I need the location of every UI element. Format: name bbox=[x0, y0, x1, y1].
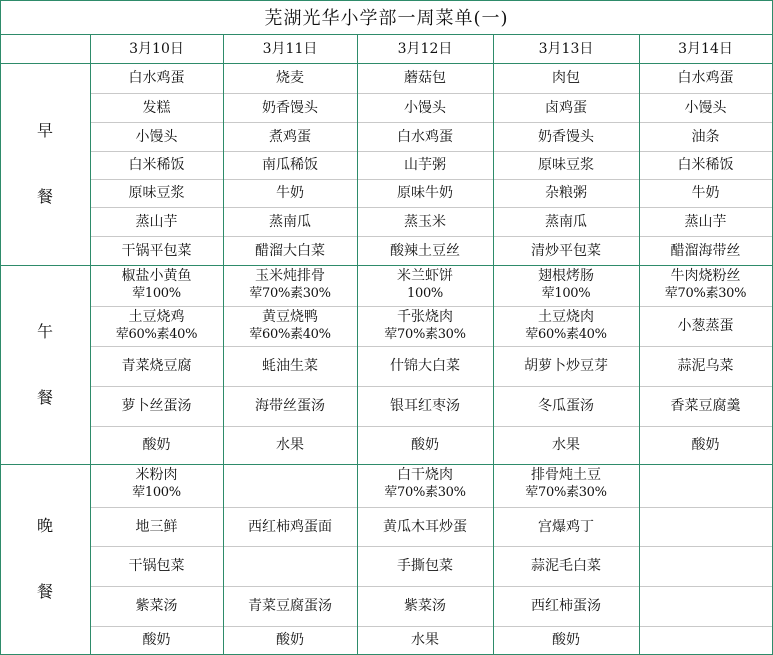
menu-item bbox=[493, 426, 639, 464]
dish-name: 香菜豆腐羹 bbox=[670, 398, 741, 414]
dish-name: 酸奶 bbox=[691, 437, 720, 453]
dish-name: 千张烧肉 bbox=[397, 309, 453, 325]
menu-item bbox=[90, 464, 223, 507]
menu-item: 小馒头 bbox=[404, 99, 446, 116]
menu-item: 蒸玉米 bbox=[404, 213, 446, 230]
dish-name: 牛肉烧粉丝 bbox=[670, 268, 741, 284]
dish-ratio: 荤70%素30% bbox=[249, 286, 331, 301]
dish-name: 酸奶 bbox=[276, 632, 304, 648]
menu-item: 醋溜大白菜 bbox=[255, 242, 325, 259]
dish-name: 蒜泥乌菜 bbox=[677, 358, 734, 374]
menu-item bbox=[639, 346, 772, 386]
menu-item bbox=[639, 626, 772, 654]
dish-name: 手撕包菜 bbox=[397, 558, 453, 574]
menu-item: 烧麦 bbox=[276, 70, 304, 86]
menu-item: 原味豆浆 bbox=[128, 185, 185, 201]
menu-item: 发糕 bbox=[142, 99, 171, 116]
menu-item bbox=[90, 626, 223, 654]
menu-item: 醋溜海带丝 bbox=[670, 242, 741, 259]
menu-item bbox=[90, 306, 223, 346]
menu-item bbox=[493, 306, 639, 346]
menu-item bbox=[493, 346, 639, 386]
menu-item bbox=[493, 464, 639, 507]
dish-name: 酸奶 bbox=[142, 632, 171, 648]
dish-name: 椒盐小黄鱼 bbox=[121, 268, 192, 284]
menu-item bbox=[90, 346, 223, 386]
dish-name: 什锦大白菜 bbox=[390, 358, 460, 374]
menu-item bbox=[639, 546, 772, 586]
menu-item bbox=[639, 586, 772, 626]
dish-name: 胡萝卜炒豆芽 bbox=[524, 358, 608, 374]
menu-item bbox=[639, 507, 772, 546]
menu-item: 奶香馒头 bbox=[262, 99, 318, 116]
dish-name: 酸奶 bbox=[411, 437, 439, 453]
menu-item: 蒸山芋 bbox=[135, 213, 178, 230]
menu-item bbox=[493, 507, 639, 546]
dish-name: 玉米炖排骨 bbox=[255, 268, 325, 284]
menu-item bbox=[357, 386, 493, 426]
menu-item bbox=[90, 507, 223, 546]
dish-name: 青菜豆腐蛋汤 bbox=[248, 598, 332, 614]
menu-item: 小馒头 bbox=[684, 99, 727, 116]
menu-item bbox=[90, 546, 223, 586]
dish-name: 酸奶 bbox=[142, 437, 171, 453]
menu-item bbox=[357, 346, 493, 386]
dish-ratio: 荤70%素30% bbox=[525, 485, 607, 500]
dish-name: 土豆烧肉 bbox=[538, 309, 594, 325]
menu-item bbox=[639, 265, 772, 306]
dish-name: 萝卜丝蛋汤 bbox=[121, 398, 192, 414]
menu-item: 白水鸡蛋 bbox=[128, 70, 185, 86]
menu-item bbox=[90, 265, 223, 306]
date-header: 3月12日 bbox=[397, 40, 453, 57]
menu-item: 蘑菇包 bbox=[404, 70, 446, 86]
menu-item: 白米稀饭 bbox=[677, 157, 734, 173]
dish-name: 土豆烧鸡 bbox=[128, 309, 185, 325]
menu-item bbox=[223, 265, 357, 306]
menu-item: 肉包 bbox=[552, 70, 580, 86]
menu-item bbox=[357, 507, 493, 546]
lunch-label-char: 餐 bbox=[36, 387, 53, 407]
dish-name: 宫爆鸡丁 bbox=[538, 518, 594, 535]
breakfast-label-char: 餐 bbox=[36, 187, 53, 206]
menu-item bbox=[357, 464, 493, 507]
menu-item: 酸辣土豆丝 bbox=[390, 242, 460, 259]
menu-item bbox=[90, 386, 223, 426]
dish-name: 地三鲜 bbox=[135, 518, 178, 535]
date-header: 3月11日 bbox=[262, 40, 318, 57]
dinner-label bbox=[0, 464, 90, 654]
menu-item bbox=[639, 464, 772, 507]
lunch-label bbox=[0, 265, 90, 464]
menu-item bbox=[223, 306, 357, 346]
dish-ratio: 荤70%素30% bbox=[384, 485, 466, 500]
menu-item: 蒸山芋 bbox=[684, 213, 727, 230]
dish-name: 排骨炖土豆 bbox=[531, 467, 601, 483]
menu-item bbox=[223, 546, 357, 586]
menu-item: 牛奶 bbox=[276, 185, 304, 201]
dish-name: 银耳红枣汤 bbox=[390, 398, 460, 414]
dish-name: 紫菜汤 bbox=[404, 598, 446, 614]
menu-item: 牛奶 bbox=[691, 185, 720, 201]
menu-item: 白水鸡蛋 bbox=[397, 128, 453, 145]
dish-name: 黄豆烧鸭 bbox=[262, 309, 318, 325]
dish-name: 蚝油生菜 bbox=[262, 358, 318, 374]
menu-item: 白米稀饭 bbox=[128, 157, 185, 173]
breakfast-label-char: 早 bbox=[36, 121, 53, 140]
dish-name: 小葱蒸蛋 bbox=[677, 318, 734, 334]
dish-name: 冬瓜蛋汤 bbox=[538, 398, 594, 414]
dish-name: 青菜烧豆腐 bbox=[121, 358, 192, 374]
dinner-label-char: 晚 bbox=[36, 516, 53, 535]
menu-item: 干锅平包菜 bbox=[121, 242, 192, 259]
dish-name: 西红柿蛋汤 bbox=[531, 598, 601, 614]
menu-item: 山芋粥 bbox=[404, 157, 446, 173]
menu-item bbox=[493, 626, 639, 654]
lunch-label-char: 午 bbox=[36, 321, 53, 341]
menu-item bbox=[223, 386, 357, 426]
menu-item bbox=[639, 306, 772, 346]
menu-item: 原味牛奶 bbox=[397, 185, 453, 201]
menu-item: 小馒头 bbox=[135, 128, 178, 145]
dish-name: 米兰虾饼 bbox=[397, 268, 453, 284]
date-header: 3月10日 bbox=[129, 40, 184, 57]
dish-name: 米粉肉 bbox=[135, 467, 178, 483]
menu-item bbox=[493, 265, 639, 306]
menu-item: 油条 bbox=[691, 128, 720, 145]
dish-name: 蒜泥毛白菜 bbox=[531, 558, 601, 574]
dish-name: 紫菜汤 bbox=[135, 598, 178, 614]
menu-item bbox=[639, 386, 772, 426]
menu-item bbox=[357, 546, 493, 586]
menu-title: 芜湖光华小学部一周菜单(一) bbox=[264, 8, 509, 29]
menu-item bbox=[223, 464, 357, 507]
dish-ratio: 荤100% bbox=[132, 485, 181, 500]
menu-item bbox=[357, 586, 493, 626]
menu-item bbox=[223, 426, 357, 464]
menu-item: 煮鸡蛋 bbox=[269, 128, 311, 145]
menu-item bbox=[493, 386, 639, 426]
dish-ratio: 荤70%素30% bbox=[664, 286, 747, 301]
dish-ratio: 荤100% bbox=[541, 286, 591, 301]
menu-item bbox=[223, 507, 357, 546]
menu-item bbox=[639, 426, 772, 464]
dish-name: 水果 bbox=[552, 437, 580, 453]
menu-item bbox=[223, 346, 357, 386]
dish-ratio: 100% bbox=[407, 286, 443, 301]
dish-ratio: 荤70%素30% bbox=[384, 327, 466, 342]
menu-item: 卤鸡蛋 bbox=[545, 99, 587, 116]
breakfast-label bbox=[0, 63, 90, 265]
dish-name: 水果 bbox=[411, 632, 439, 648]
menu-item: 清炒平包菜 bbox=[531, 242, 601, 259]
menu-item bbox=[90, 586, 223, 626]
dish-name: 干锅包菜 bbox=[128, 558, 185, 574]
menu-item: 蒸南瓜 bbox=[545, 213, 587, 230]
menu-item: 白水鸡蛋 bbox=[677, 70, 734, 86]
dish-name: 海带丝蛋汤 bbox=[255, 398, 325, 414]
menu-item bbox=[493, 546, 639, 586]
menu-item bbox=[223, 586, 357, 626]
dish-ratio: 荤60%素40% bbox=[249, 327, 331, 342]
menu-item bbox=[357, 426, 493, 464]
menu-item bbox=[493, 586, 639, 626]
menu-item: 杂粮粥 bbox=[545, 185, 587, 201]
dish-ratio: 荤60%素40% bbox=[115, 327, 198, 342]
dish-ratio: 荤60%素40% bbox=[525, 327, 607, 342]
menu-item bbox=[357, 626, 493, 654]
dish-name: 翅根烤肠 bbox=[538, 268, 594, 284]
menu-item: 原味豆浆 bbox=[538, 157, 594, 173]
menu-item: 奶香馒头 bbox=[538, 128, 594, 145]
dish-name: 水果 bbox=[276, 437, 304, 453]
menu-item bbox=[90, 426, 223, 464]
dinner-label-char: 餐 bbox=[36, 582, 53, 601]
menu-item bbox=[357, 265, 493, 306]
date-header: 3月14日 bbox=[678, 40, 733, 57]
grid-line-horizontal bbox=[0, 0, 773, 1]
menu-item: 蒸南瓜 bbox=[269, 213, 311, 230]
dish-name: 西红柿鸡蛋面 bbox=[248, 518, 332, 535]
dish-name: 黄瓜木耳炒蛋 bbox=[383, 518, 467, 535]
dish-ratio: 荤100% bbox=[132, 286, 181, 301]
dish-name: 酸奶 bbox=[552, 632, 580, 648]
menu-item bbox=[223, 626, 357, 654]
menu-item bbox=[357, 306, 493, 346]
menu-item: 南瓜稀饭 bbox=[262, 157, 318, 173]
date-header: 3月13日 bbox=[538, 40, 594, 57]
dish-name: 白干烧肉 bbox=[397, 467, 453, 483]
